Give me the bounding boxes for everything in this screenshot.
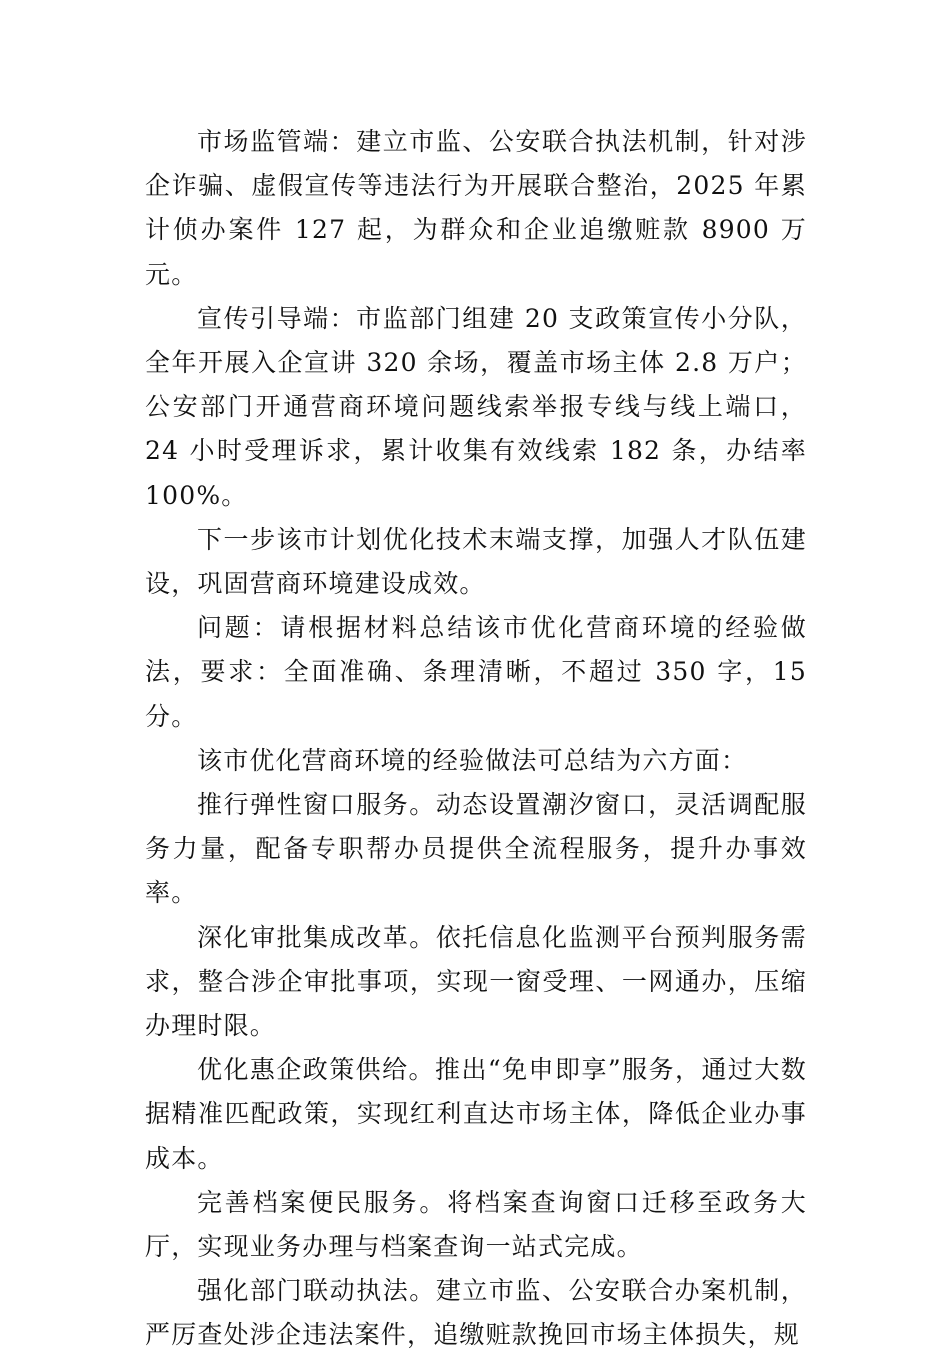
paragraph-next-steps: 下一步该市计划优化技术末端支撑，加强人才队伍建设，巩固营商环境建设成效。 [145, 524, 807, 599]
paragraph-point-policy-supply: 优化惠企政策供给。推出“免申即享”服务，通过大数据精准匹配政策，实现红利直达市场主体，降低企业办事成本。 [145, 1055, 807, 1173]
paragraph-publicity-guidance: 宣传引导端：市监部门组建 20 支政策宣传小分队，全年开展入企宣讲 320 余场，覆盖市场主体 2.8 万户；公安部门开通营商环境问题线索举报专线与线上端口，24 小时受理诉求，累计收集有效线索 182 条，办结率 100%。 [145, 303, 807, 510]
paragraph-point-approval-reform: 深化审批集成改革。依托信息化监测平台预判服务需求，整合涉企审批事项，实现一窗受理、一网通办，压缩办理时限。 [145, 922, 807, 1041]
paragraph-point-joint-enforcement: 强化部门联动执法。建立市监、公安联合办案机制，严厉查处涉企违法案件，追缴赃款挽回市场主体损失，规 [145, 1276, 807, 1350]
paragraph-question: 问题：请根据材料总结该市优化营商环境的经验做法，要求：全面准确、条理清晰，不超过 350 字，15 分。 [145, 613, 807, 731]
paragraph-point-archive-service: 完善档案便民服务。将档案查询窗口迁移至政务大厅，实现业务办理与档案查询一站式完成。 [145, 1187, 807, 1262]
paragraph-answer-intro: 该市优化营商环境的经验做法可总结为六方面： [197, 745, 748, 775]
document-body [145, 120, 807, 1358]
paragraph-point-flexible-window: 推行弹性窗口服务。动态设置潮汐窗口，灵活调配服务力量，配备专职帮办员提供全流程服务，提升办事效率。 [145, 790, 807, 908]
paragraph-market-supervision: 市场监管端：建立市监、公安联合执法机制，针对涉企诈骗、虚假宣传等违法行为开展联合整治，2025 年累计侦办案件 127 起，为群众和企业追缴赃款 8900 万元。 [145, 127, 807, 289]
